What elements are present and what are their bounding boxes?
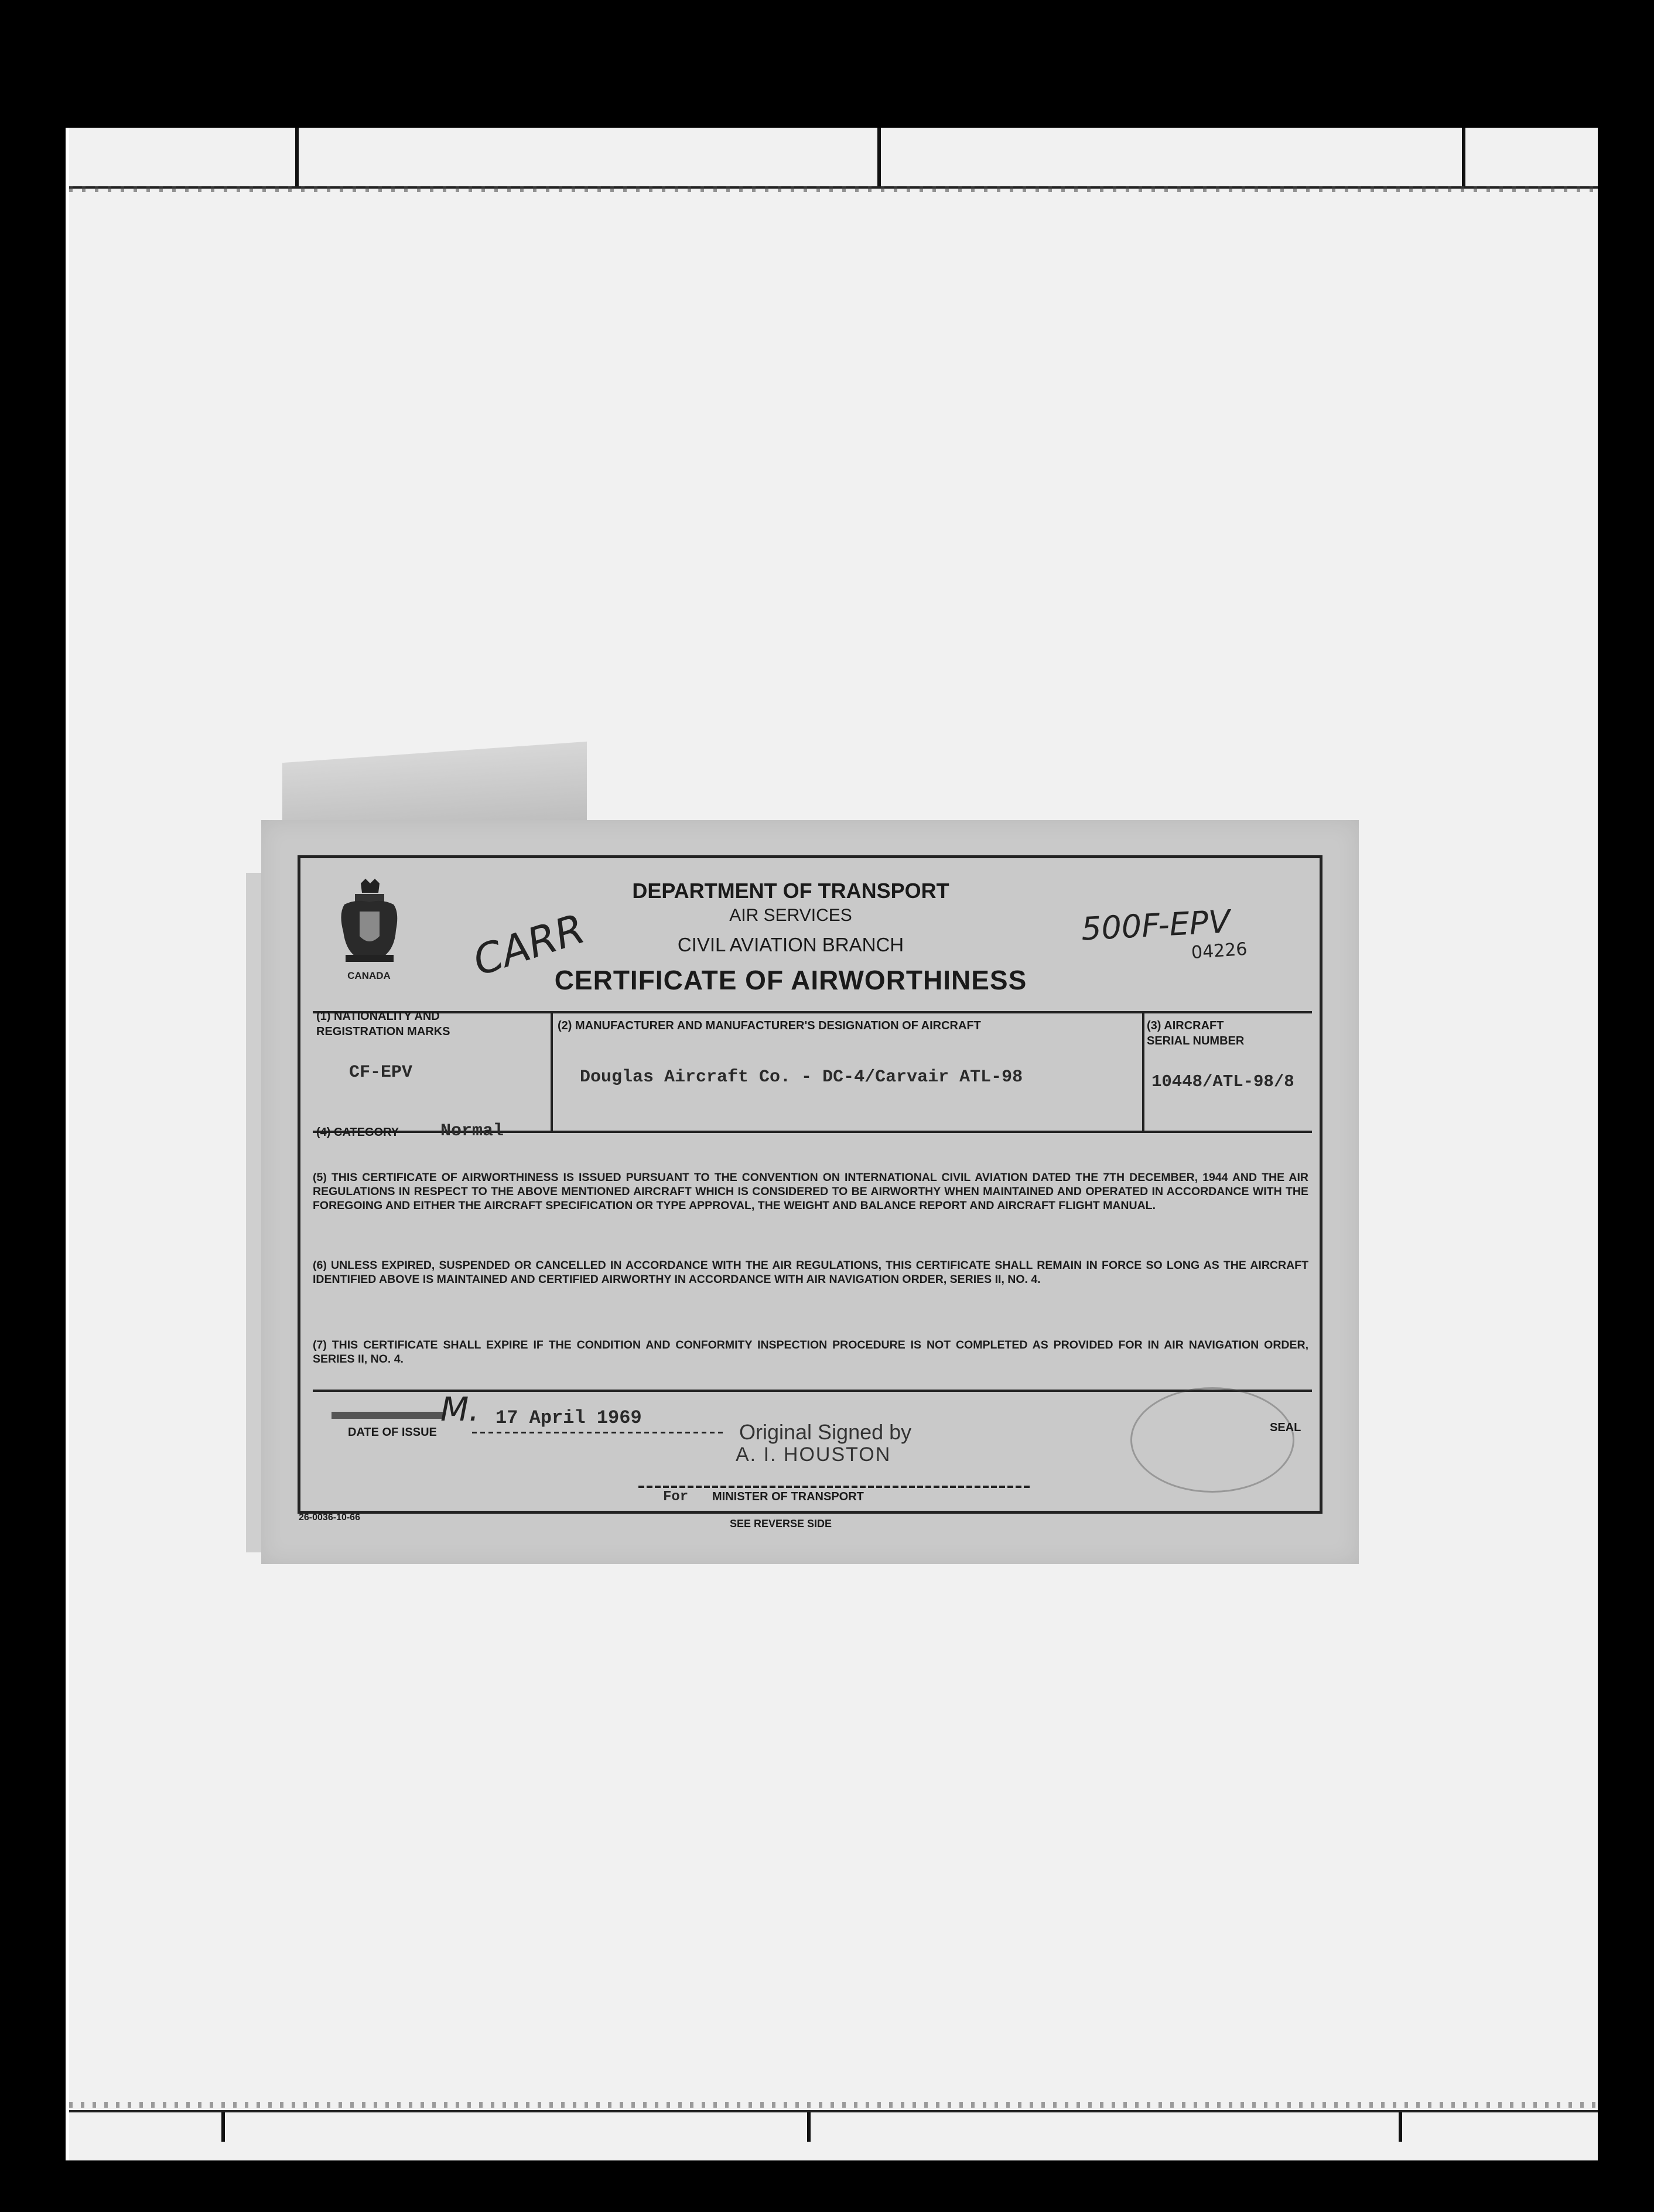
handwritten-initial: M.: [440, 1391, 480, 1429]
handwritten-carr: CARR: [467, 904, 590, 985]
serial-number-label: (3) AIRCRAFT SERIAL NUMBER: [1147, 1019, 1245, 1047]
branch-title: CIVIL AVIATION BRANCH: [677, 934, 904, 955]
minister-label: MINISTER OF TRANSPORT: [712, 1490, 864, 1503]
see-reverse-side: SEE REVERSE SIDE: [730, 1518, 832, 1530]
bottom-filing-strip: [69, 2110, 1598, 2142]
for-label: For: [663, 1489, 689, 1505]
manufacturer-value: Douglas Aircraft Co. - DC-4/Carvair ATL-98: [580, 1067, 1023, 1087]
registration-value: CF-EPV: [349, 1063, 413, 1083]
category-label: (4) CATEGORY: [316, 1126, 399, 1139]
coat-of-arms-icon: [337, 879, 402, 967]
manufacturer-label: (2) MANUFACTURER AND MANUFACTURER'S DESIGNATION OF AIRCRAFT: [558, 1019, 981, 1032]
signatory-name: A. I. HOUSTON: [736, 1443, 891, 1466]
country-label: CANADA: [347, 970, 391, 981]
seal-label: SEAL: [1270, 1421, 1301, 1434]
services-title: AIR SERVICES: [729, 906, 852, 925]
form-number: 26-0036-10-66: [299, 1513, 360, 1523]
top-filing-strip: [69, 128, 1598, 189]
date-of-issue-value: 17 April 1969: [495, 1407, 642, 1429]
paragraph-5: (5) THIS CERTIFICATE OF AIRWORTHINESS IS ISSUED PURSUANT TO THE CONVENTION ON INTERNATIONAL CIVIL AVIATION DATED THE 7TH DECEMBER, 1944 AND THE AIR REGULATIONS IN RESPECT TO THE ABOVE MENTIONED AIRCRAFT WHICH IS CONSIDERED TO BE AIRWORTHY WHEN MAINTAINED AND OPERATED IN ACCORDANCE WITH THE FOREGOING AND EITHER THE AIRCRAFT SPECIFICATION OR TYPE APPROVAL, THE WEIGHT AND BALANCE REPORT AND AIRCRAFT FLIGHT MANUAL.: [313, 1171, 1308, 1212]
original-signed-line: Original Signed by: [739, 1420, 912, 1444]
department-title: DEPARTMENT OF TRANSPORT: [632, 879, 949, 903]
handwritten-registration: 500F-EPV: [1080, 903, 1231, 948]
nationality-label: (1) NATIONALITY AND REGISTRATION MARKS: [316, 1010, 450, 1038]
paragraph-7: (7) THIS CERTIFICATE SHALL EXPIRE IF THE CONDITION AND CONFORMITY INSPECTION PROCEDURE IS NOT COMPLETED AS PROVIDED FOR IN AIR NAVIGATION ORDER, SERIES II, NO. 4.: [313, 1339, 1308, 1366]
serial-number-value: 10448/ATL-98/8: [1151, 1072, 1294, 1091]
category-value: Normal: [440, 1121, 504, 1141]
certificate-number: 04226: [1190, 938, 1248, 964]
seal-stamp: [1130, 1387, 1294, 1493]
paragraph-6: (6) UNLESS EXPIRED, SUSPENDED OR CANCELLED IN ACCORDANCE WITH THE AIR REGULATIONS, THIS CERTIFICATE SHALL REMAIN IN FORCE SO LONG AS THE AIRCRAFT IDENTIFIED ABOVE IS MAINTAINED AND CERTIFIED AIRWORTHY IN ACCORDANCE WITH AIR NAVIGATION ORDER, SERIES II, NO. 4.: [313, 1259, 1308, 1286]
certificate-title: CERTIFICATE OF AIRWORTHINESS: [554, 965, 1027, 995]
date-of-issue-label: DATE OF ISSUE: [348, 1426, 437, 1439]
